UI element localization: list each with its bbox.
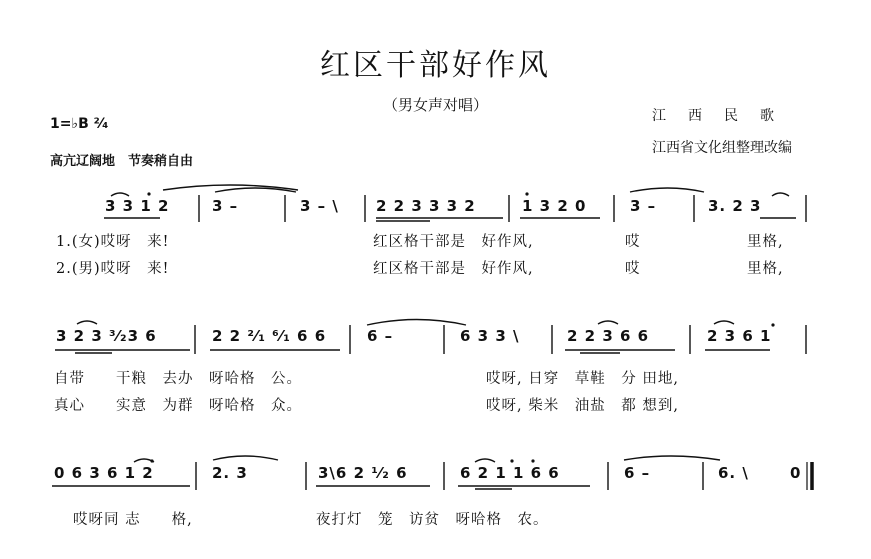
note-group: 3 – \ (300, 197, 339, 215)
origin-credit: 江 西 民 歌 (652, 108, 778, 124)
note-group: 2 3 6 1 (707, 327, 772, 345)
arranger-credit: 江西省文化组整理改编 (652, 140, 792, 156)
lyric-segment: 2.(男)哎呀 来! (56, 261, 170, 277)
note-group: 6. \ (718, 464, 749, 482)
note-group: 6 – (624, 464, 651, 482)
key-signature: 1=♭B ²⁄₄ (50, 116, 109, 132)
note-group: 6 – (367, 327, 394, 345)
note-group: 1 3 2 0 (522, 197, 587, 215)
note-group: 6 3 3 \ (460, 327, 520, 345)
lyric-segment: 哎呀, 日穿 草鞋 分 田地, (486, 371, 679, 387)
note-group: 0 6 3 6 1 2 (54, 464, 154, 482)
lyric-segment: 1.(女)哎呀 来! (56, 234, 170, 250)
note-group: 2 2 ²⁄₁ ⁶⁄₁ 6 6 (212, 327, 327, 345)
song-subtitle: （男女声对唱） (382, 96, 488, 114)
note-group: 3. 2 3 (708, 197, 762, 215)
lyric-segment: 里格, (747, 234, 784, 250)
note-group: 3 2 3 ³⁄₂3 6 (56, 327, 157, 345)
note-group: 3 – (212, 197, 239, 215)
note-group: 6 2 1 1 6 6 (460, 464, 560, 482)
note-group: 3\6 2 ¹⁄₂ 6 (318, 464, 408, 482)
song-title: 红区干部好作风 (320, 48, 551, 83)
tempo-marking: 高亢辽阔地 节奏稍自由 (50, 154, 194, 169)
note-group: 2. 3 (212, 464, 248, 482)
note-group: 3 – (630, 197, 657, 215)
note-group: 0 (790, 464, 802, 482)
lyric-segment: 夜打灯 笼 访贫 呀哈格 农。 (316, 512, 549, 528)
lyric-segment: 哎呀同 志 格, (73, 512, 193, 528)
lyric-segment: 红区格干部是 好作风, (373, 261, 534, 277)
lyric-segment: 哎 (625, 261, 641, 277)
lyric-segment: 里格, (747, 261, 784, 277)
note-group: 2 2 3 3 3 2 (376, 197, 476, 215)
note-group: 2 2 3 6 6 (567, 327, 650, 345)
note-group: 3 3 1 2 (105, 197, 170, 215)
lyric-segment: 哎呀, 柴米 油盐 都 想到, (486, 398, 679, 414)
lyric-segment: 真心 实意 为群 呀哈格 众。 (54, 398, 302, 414)
lyric-segment: 红区格干部是 好作风, (373, 234, 534, 250)
lyric-segment: 自带 干粮 去办 呀哈格 公。 (54, 371, 302, 387)
lyric-segment: 哎 (625, 234, 641, 250)
